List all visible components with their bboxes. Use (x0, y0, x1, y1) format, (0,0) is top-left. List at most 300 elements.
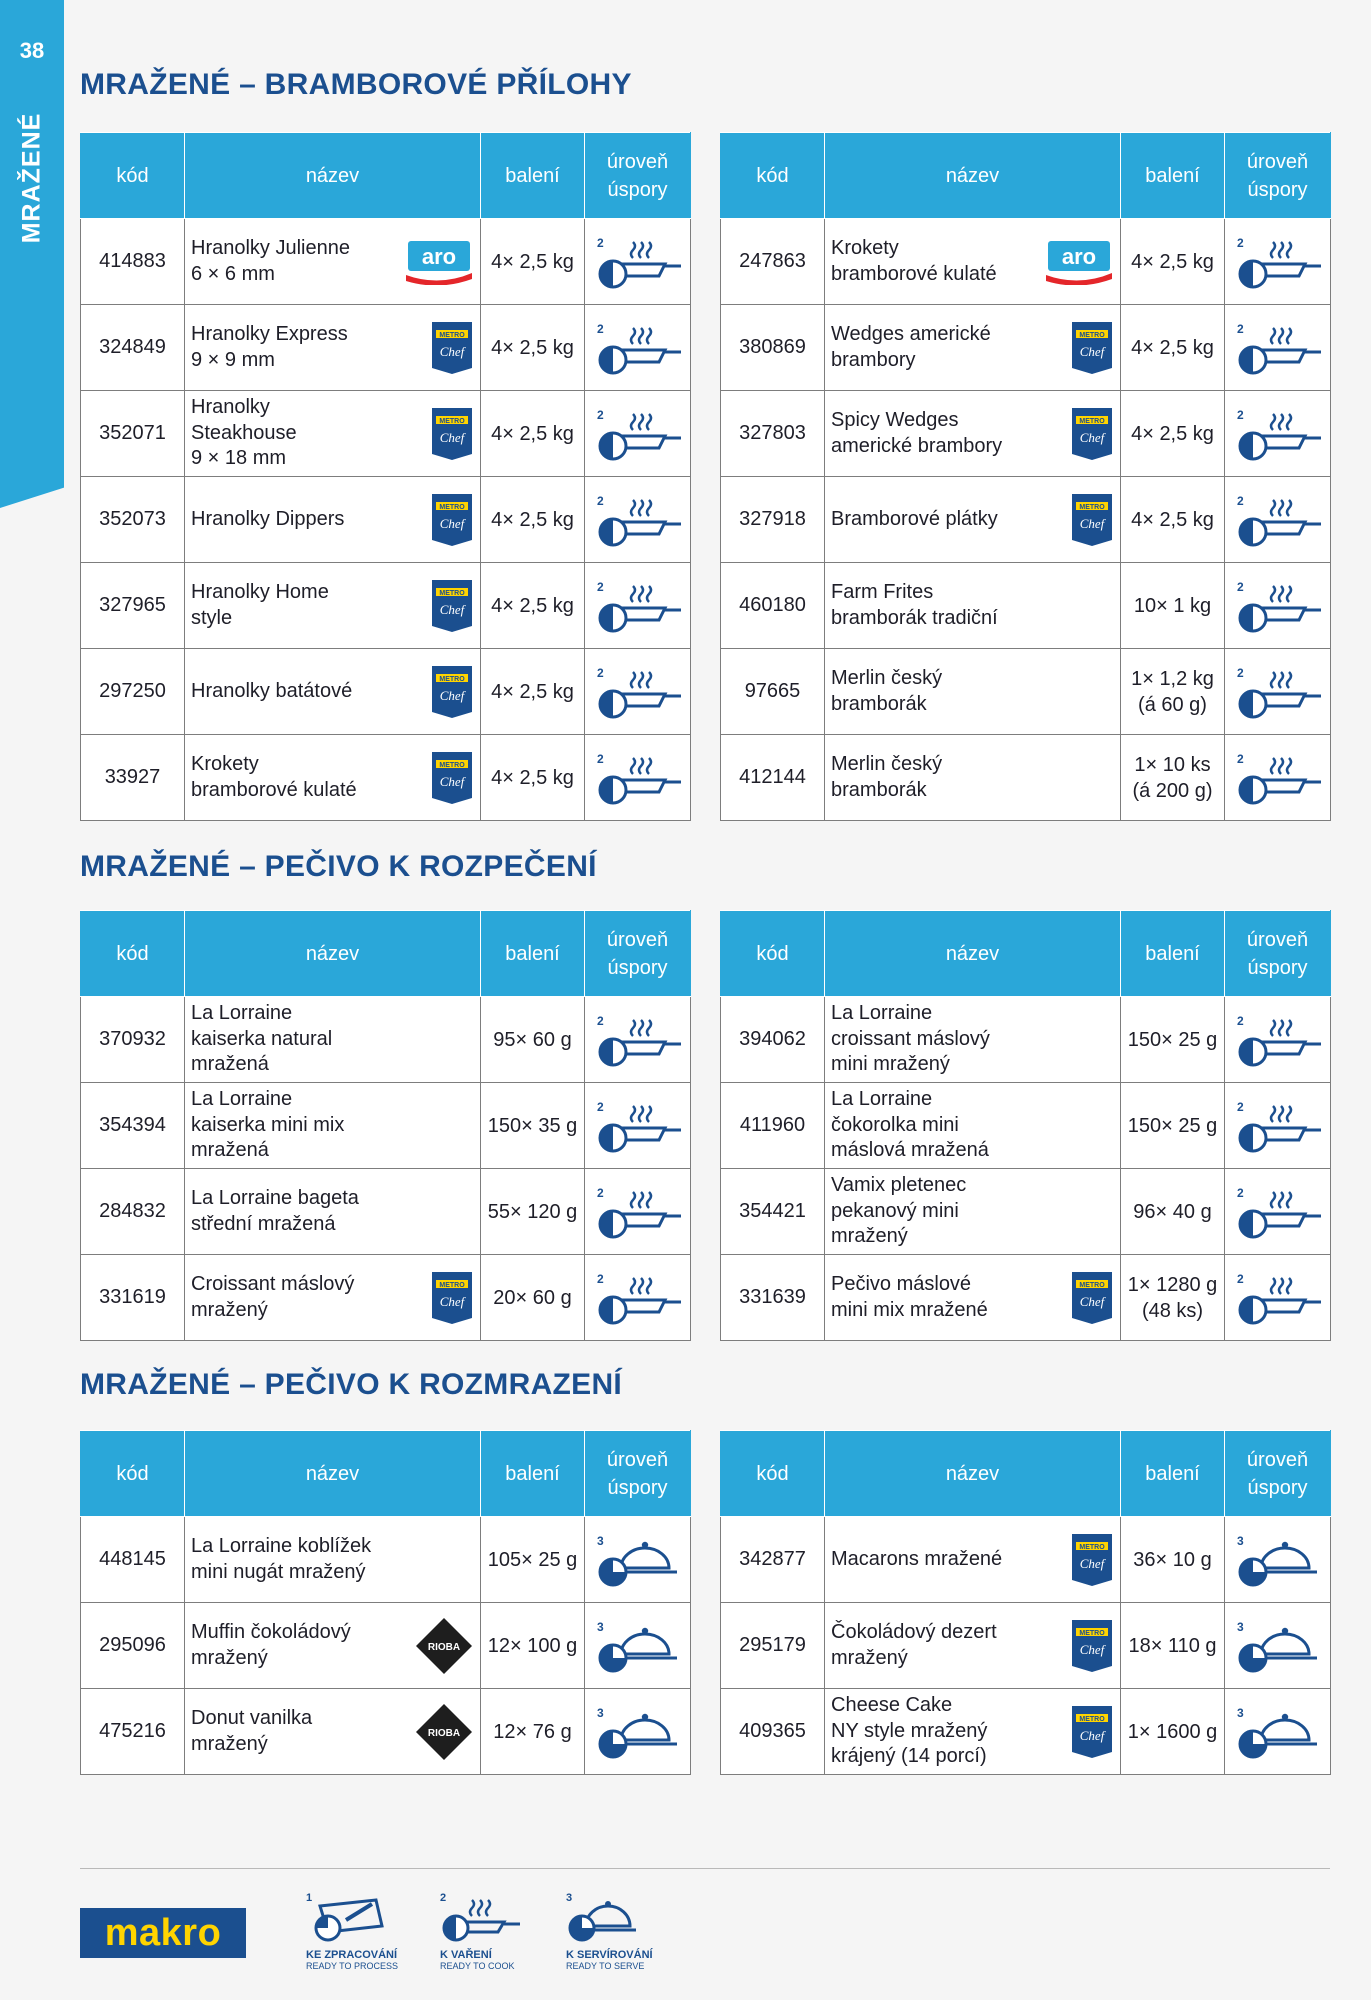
level-cook-icon (1235, 1184, 1321, 1240)
col-header-pack: balení (481, 133, 585, 219)
table-row (721, 305, 1331, 391)
product-pack: 1× 1600 g (1121, 1689, 1225, 1775)
product-name-cell (185, 1083, 481, 1169)
metro-chef-logo (1070, 1532, 1114, 1588)
svg-text:2: 2 (1236, 321, 1244, 336)
table-row (721, 391, 1331, 477)
col-header-level: úroveň úspory (585, 133, 691, 219)
product-code: 411960 (721, 1083, 825, 1169)
product-code: 331619 (81, 1255, 185, 1341)
product-name: Muffin čokoládový mražený (191, 1620, 351, 1669)
svg-text:Chef: Chef (439, 515, 465, 531)
makro-logo: makro (80, 1908, 246, 1958)
product-name: Hranolky Steakhouse 9 × 18 mm (191, 396, 297, 470)
col-header-name: název (185, 911, 481, 997)
product-name-cell (825, 1689, 1121, 1775)
svg-text:aro: aro (1061, 243, 1097, 269)
svg-text:2: 2 (1236, 665, 1244, 680)
savings-level (1225, 1169, 1331, 1255)
side-tab (0, 0, 64, 508)
product-name: Merlin český bramborák (831, 752, 943, 801)
metro-chef-logo (1070, 1270, 1114, 1326)
product-name: Wedges americké brambory (831, 322, 991, 371)
svg-text:3: 3 (596, 1619, 604, 1634)
product-pack: 12× 100 g (481, 1603, 585, 1689)
savings-level (585, 391, 691, 477)
product-pack: 4× 2,5 kg (481, 219, 585, 305)
level-cook-icon (595, 1270, 681, 1326)
product-code: 352073 (81, 477, 185, 563)
savings-level (1225, 563, 1331, 649)
col-header-pack: balení (481, 911, 585, 997)
product-code: 324849 (81, 305, 185, 391)
rioba-logo (414, 1702, 474, 1762)
svg-text:2: 2 (1236, 1185, 1244, 1200)
savings-level (1225, 735, 1331, 821)
product-name-cell (185, 735, 481, 821)
product-name: Hranolky batátové (191, 679, 353, 702)
aro-logo (404, 239, 474, 285)
col-header-pack: balení (1121, 133, 1225, 219)
table-row (721, 649, 1331, 735)
product-name: Farm Frites bramborák tradiční (831, 580, 998, 629)
table-header-row (721, 133, 1331, 219)
product-pack: 55× 120 g (481, 1169, 585, 1255)
svg-text:2: 2 (596, 1185, 604, 1200)
knife-board-icon (306, 1890, 386, 1942)
level-cook-icon (1235, 1098, 1321, 1154)
product-pack: 4× 2,5 kg (481, 391, 585, 477)
metro-chef-logo (430, 320, 474, 376)
pan-icon (440, 1890, 520, 1942)
product-name-cell (825, 219, 1121, 305)
table-row (721, 997, 1331, 1083)
product-name: La Lorraine koblížek mini nugát mražený (191, 1534, 372, 1583)
product-pack: 4× 2,5 kg (481, 305, 585, 391)
svg-text:METRO: METRO (1079, 417, 1105, 425)
product-name-cell (825, 1603, 1121, 1689)
metro-chef-logo (1070, 1704, 1114, 1760)
product-code: 354421 (721, 1169, 825, 1255)
svg-text:Chef: Chef (1079, 1293, 1105, 1309)
savings-level (1225, 1083, 1331, 1169)
product-code: 295096 (81, 1603, 185, 1689)
savings-level (585, 1517, 691, 1603)
table-row (721, 1169, 1331, 1255)
svg-text:2: 2 (1236, 579, 1244, 594)
product-code: 247863 (721, 219, 825, 305)
level-cook-icon (595, 234, 681, 290)
product-pack: 4× 2,5 kg (1121, 219, 1225, 305)
footer-divider (80, 1868, 1330, 1869)
table-row (81, 997, 691, 1083)
savings-level (585, 219, 691, 305)
col-header-level: úroveň úspory (1225, 1431, 1331, 1517)
svg-text:METRO: METRO (439, 761, 465, 769)
svg-text:2: 2 (596, 579, 604, 594)
page-number: 38 (19, 38, 45, 63)
savings-level (1225, 477, 1331, 563)
product-code: 352071 (81, 391, 185, 477)
product-code: 327918 (721, 477, 825, 563)
product-name-cell (185, 391, 481, 477)
product-code: 412144 (721, 735, 825, 821)
product-name-cell (825, 477, 1121, 563)
table-row (721, 477, 1331, 563)
product-pack: 4× 2,5 kg (481, 649, 585, 735)
product-pack: 12× 76 g (481, 1689, 585, 1775)
savings-level (1225, 1255, 1331, 1341)
level-cook-icon (595, 1098, 681, 1154)
svg-text:Chef: Chef (439, 1293, 465, 1309)
product-code: 33927 (81, 735, 185, 821)
level-cook-icon (1235, 1270, 1321, 1326)
svg-text:2: 2 (596, 493, 604, 508)
legend-ready-to-serve (566, 1890, 706, 1971)
product-name-cell (825, 997, 1121, 1083)
product-pack: 4× 2,5 kg (1121, 477, 1225, 563)
product-name: Pečivo máslové mini mix mražené (831, 1272, 988, 1321)
product-code: 448145 (81, 1517, 185, 1603)
product-pack: 96× 40 g (1121, 1169, 1225, 1255)
legend-num: 1 (306, 1892, 313, 1904)
table-row (721, 1255, 1331, 1341)
product-name: Hranolky Home style (191, 580, 329, 629)
level-serve-icon (1235, 1704, 1321, 1760)
col-header-code: kód (81, 1431, 185, 1517)
level-serve-icon (595, 1618, 681, 1674)
table-row (721, 219, 1331, 305)
savings-level (585, 1083, 691, 1169)
product-pack: 18× 110 g (1121, 1603, 1225, 1689)
metro-chef-logo (1070, 406, 1114, 462)
svg-text:2: 2 (596, 1271, 604, 1286)
product-code: 327803 (721, 391, 825, 477)
svg-text:Chef: Chef (1079, 515, 1105, 531)
col-header-name: název (185, 133, 481, 219)
level-cook-icon (1235, 578, 1321, 634)
col-header-code: kód (81, 133, 185, 219)
table-row (721, 735, 1331, 821)
product-name: Hranolky Express 9 × 9 mm (191, 322, 348, 371)
product-name: La Lorraine croissant máslový mini mražený (831, 1002, 990, 1076)
svg-text:2: 2 (1236, 751, 1244, 766)
col-header-name: název (825, 911, 1121, 997)
product-name-cell (825, 1255, 1121, 1341)
level-cook-icon (1235, 664, 1321, 720)
table-row (81, 477, 691, 563)
product-name-cell (185, 477, 481, 563)
product-code: 380869 (721, 305, 825, 391)
product-name: Spicy Wedges americké brambory (831, 408, 1003, 457)
product-name-cell (825, 1083, 1121, 1169)
section-title-bake: MRAŽENÉ – PEČIVO K ROZPEČENÍ (80, 850, 597, 883)
product-name: Cheese Cake NY style mražený krájený (14 porcí) (831, 1694, 988, 1768)
metro-chef-logo (430, 492, 474, 548)
product-code: 331639 (721, 1255, 825, 1341)
product-name-cell (825, 1169, 1121, 1255)
level-cook-icon (595, 492, 681, 548)
level-cook-icon (1235, 320, 1321, 376)
product-name-cell (825, 305, 1121, 391)
product-pack: 1× 1280 g (48 ks) (1121, 1255, 1225, 1341)
product-name-cell (185, 1517, 481, 1603)
product-code: 342877 (721, 1517, 825, 1603)
product-name: La Lorraine bageta střední mražená (191, 1186, 359, 1235)
svg-text:3: 3 (596, 1705, 604, 1720)
table-header-row (81, 911, 691, 997)
product-name: Čokoládový dezert mražený (831, 1620, 997, 1669)
rioba-logo (414, 1616, 474, 1676)
savings-level (1225, 219, 1331, 305)
level-cook-icon (595, 406, 681, 462)
product-pack: 4× 2,5 kg (481, 563, 585, 649)
metro-chef-logo (1070, 1618, 1114, 1674)
product-name: Hranolky Julienne 6 × 6 mm (191, 236, 350, 285)
legend-sublabel: READY TO PROCESS (306, 1961, 399, 1971)
col-header-code: kód (721, 911, 825, 997)
col-header-code: kód (81, 911, 185, 997)
product-pack: 36× 10 g (1121, 1517, 1225, 1603)
savings-level (585, 649, 691, 735)
level-cook-icon (1235, 1012, 1321, 1068)
product-pack: 10× 1 kg (1121, 563, 1225, 649)
table-potato-left (80, 132, 691, 821)
table-row (81, 1083, 691, 1169)
svg-text:2: 2 (1236, 235, 1244, 250)
product-pack: 1× 10 ks (á 200 g) (1121, 735, 1225, 821)
svg-text:METRO: METRO (1079, 503, 1105, 511)
product-name-cell (185, 219, 481, 305)
col-header-code: kód (721, 133, 825, 219)
legend-ready-to-cook (440, 1890, 580, 1971)
table-row (721, 1689, 1331, 1775)
product-name-cell (825, 649, 1121, 735)
col-header-name: název (825, 133, 1121, 219)
product-code: 394062 (721, 997, 825, 1083)
savings-level (1225, 391, 1331, 477)
cloche-icon (566, 1890, 646, 1942)
table-potato-right (720, 132, 1331, 821)
legend-sublabel: READY TO SERVE (566, 1961, 645, 1971)
table-bake-left (80, 910, 691, 1341)
product-code: 460180 (721, 563, 825, 649)
svg-text:METRO: METRO (439, 331, 465, 339)
savings-level (585, 563, 691, 649)
svg-text:RIOBA: RIOBA (427, 1641, 461, 1653)
level-cook-icon (595, 1012, 681, 1068)
table-row (81, 219, 691, 305)
svg-text:2: 2 (1236, 493, 1244, 508)
table-row (81, 1169, 691, 1255)
svg-text:2: 2 (596, 751, 604, 766)
svg-text:2: 2 (596, 321, 604, 336)
legend-ready-to-process (306, 1890, 446, 1971)
savings-level (585, 1169, 691, 1255)
product-name-cell (185, 1603, 481, 1689)
legend-sublabel: READY TO COOK (440, 1961, 515, 1971)
product-name-cell (185, 305, 481, 391)
savings-level (585, 1255, 691, 1341)
svg-text:3: 3 (1236, 1705, 1244, 1720)
svg-text:METRO: METRO (439, 589, 465, 597)
aro-logo (1044, 239, 1114, 285)
level-serve-icon (1235, 1532, 1321, 1588)
legend-label: K VAŘENÍ (440, 1949, 492, 1961)
col-header-pack: balení (1121, 1431, 1225, 1517)
product-name: La Lorraine kaiserka mini mix mražená (191, 1088, 345, 1162)
legend-label: K SERVÍROVÁNÍ (566, 1949, 653, 1961)
level-cook-icon (1235, 406, 1321, 462)
product-code: 354394 (81, 1083, 185, 1169)
svg-text:2: 2 (1236, 1099, 1244, 1114)
svg-text:METRO: METRO (1079, 1715, 1105, 1723)
section-title-thaw: MRAŽENÉ – PEČIVO K ROZMRAZENÍ (80, 1368, 623, 1401)
product-code: 295179 (721, 1603, 825, 1689)
level-serve-icon (595, 1704, 681, 1760)
svg-text:2: 2 (596, 665, 604, 680)
savings-level (585, 997, 691, 1083)
metro-chef-logo (430, 578, 474, 634)
table-row (81, 1689, 691, 1775)
legend-num: 2 (440, 1892, 447, 1904)
product-pack: 1× 1,2 kg (á 60 g) (1121, 649, 1225, 735)
level-cook-icon (1235, 492, 1321, 548)
table-row (81, 391, 691, 477)
table-row (81, 649, 691, 735)
level-serve-icon (595, 1532, 681, 1588)
metro-chef-logo (1070, 492, 1114, 548)
svg-text:2: 2 (1236, 407, 1244, 422)
svg-text:Chef: Chef (1079, 429, 1105, 445)
product-pack: 4× 2,5 kg (481, 735, 585, 821)
table-bake-right (720, 910, 1331, 1341)
metro-chef-logo (430, 406, 474, 462)
product-pack: 95× 60 g (481, 997, 585, 1083)
table-row (81, 1603, 691, 1689)
metro-chef-logo (430, 1270, 474, 1326)
savings-level (1225, 1517, 1331, 1603)
col-header-name: název (825, 1431, 1121, 1517)
table-row (81, 1517, 691, 1603)
level-cook-icon (1235, 750, 1321, 806)
savings-level (585, 305, 691, 391)
svg-text:METRO: METRO (439, 675, 465, 683)
product-code: 370932 (81, 997, 185, 1083)
table-row (81, 563, 691, 649)
col-header-level: úroveň úspory (1225, 911, 1331, 997)
svg-text:METRO: METRO (439, 503, 465, 511)
product-code: 327965 (81, 563, 185, 649)
svg-text:2: 2 (596, 1099, 604, 1114)
product-code: 475216 (81, 1689, 185, 1775)
table-thaw-right (720, 1430, 1331, 1775)
svg-text:2: 2 (596, 1013, 604, 1028)
product-name-cell (825, 1517, 1121, 1603)
table-header-row (721, 1431, 1331, 1517)
table-header-row (81, 133, 691, 219)
table-header-row (81, 1431, 691, 1517)
svg-text:2: 2 (1236, 1271, 1244, 1286)
product-code: 97665 (721, 649, 825, 735)
svg-text:2: 2 (596, 407, 604, 422)
col-header-name: název (185, 1431, 481, 1517)
svg-text:Chef: Chef (439, 429, 465, 445)
savings-level (1225, 649, 1331, 735)
level-serve-icon (1235, 1618, 1321, 1674)
table-row (721, 563, 1331, 649)
level-cook-icon (1235, 234, 1321, 290)
savings-level (1225, 305, 1331, 391)
product-name-cell (825, 563, 1121, 649)
product-name: La Lorraine čokorolka mini máslová mražená (831, 1088, 989, 1162)
level-cook-icon (595, 750, 681, 806)
product-name: Hranolky Dippers (191, 507, 345, 530)
product-name: Krokety bramborové kulaté (831, 236, 997, 285)
col-header-level: úroveň úspory (585, 911, 691, 997)
svg-text:RIOBA: RIOBA (427, 1727, 461, 1739)
savings-level (1225, 997, 1331, 1083)
col-header-pack: balení (1121, 911, 1225, 997)
product-name-cell (185, 1689, 481, 1775)
table-row (721, 1083, 1331, 1169)
product-name: La Lorraine kaiserka natural mražená (191, 1002, 333, 1076)
svg-text:METRO: METRO (1079, 1629, 1105, 1637)
side-category-label: MRAŽENÉ (17, 112, 46, 244)
svg-text:Chef: Chef (439, 687, 465, 703)
svg-text:3: 3 (596, 1533, 604, 1548)
product-pack: 20× 60 g (481, 1255, 585, 1341)
product-name-cell (185, 563, 481, 649)
level-cook-icon (595, 578, 681, 634)
metro-chef-logo (1070, 320, 1114, 376)
table-row (721, 1603, 1331, 1689)
product-pack: 4× 2,5 kg (1121, 305, 1225, 391)
product-pack: 150× 25 g (1121, 997, 1225, 1083)
savings-level (585, 1689, 691, 1775)
svg-text:METRO: METRO (439, 417, 465, 425)
table-row (81, 305, 691, 391)
product-code: 414883 (81, 219, 185, 305)
col-header-pack: balení (481, 1431, 585, 1517)
savings-level (585, 735, 691, 821)
product-name-cell (185, 1169, 481, 1255)
savings-level (1225, 1689, 1331, 1775)
table-header-row (721, 911, 1331, 997)
table-row (81, 735, 691, 821)
level-cook-icon (595, 320, 681, 376)
table-row (81, 1255, 691, 1341)
savings-level (1225, 1603, 1331, 1689)
product-code: 297250 (81, 649, 185, 735)
product-name: Croissant máslový mražený (191, 1272, 355, 1321)
product-name: Merlin český bramborák (831, 666, 943, 715)
product-name: Vamix pletenec pekanový mini mražený (831, 1174, 967, 1248)
svg-text:aro: aro (421, 243, 457, 269)
product-name-cell (825, 391, 1121, 477)
metro-chef-logo (430, 750, 474, 806)
metro-chef-logo (430, 664, 474, 720)
product-name: Krokety bramborové kulaté (191, 752, 357, 801)
legend-label: KE ZPRACOVÁNÍ (306, 1949, 398, 1961)
product-pack: 4× 2,5 kg (1121, 391, 1225, 477)
svg-text:METRO: METRO (439, 1281, 465, 1289)
product-name-cell (185, 1255, 481, 1341)
product-name-cell (185, 997, 481, 1083)
table-row (721, 1517, 1331, 1603)
svg-text:2: 2 (1236, 1013, 1244, 1028)
product-name: Donut vanilka mražený (191, 1706, 313, 1755)
